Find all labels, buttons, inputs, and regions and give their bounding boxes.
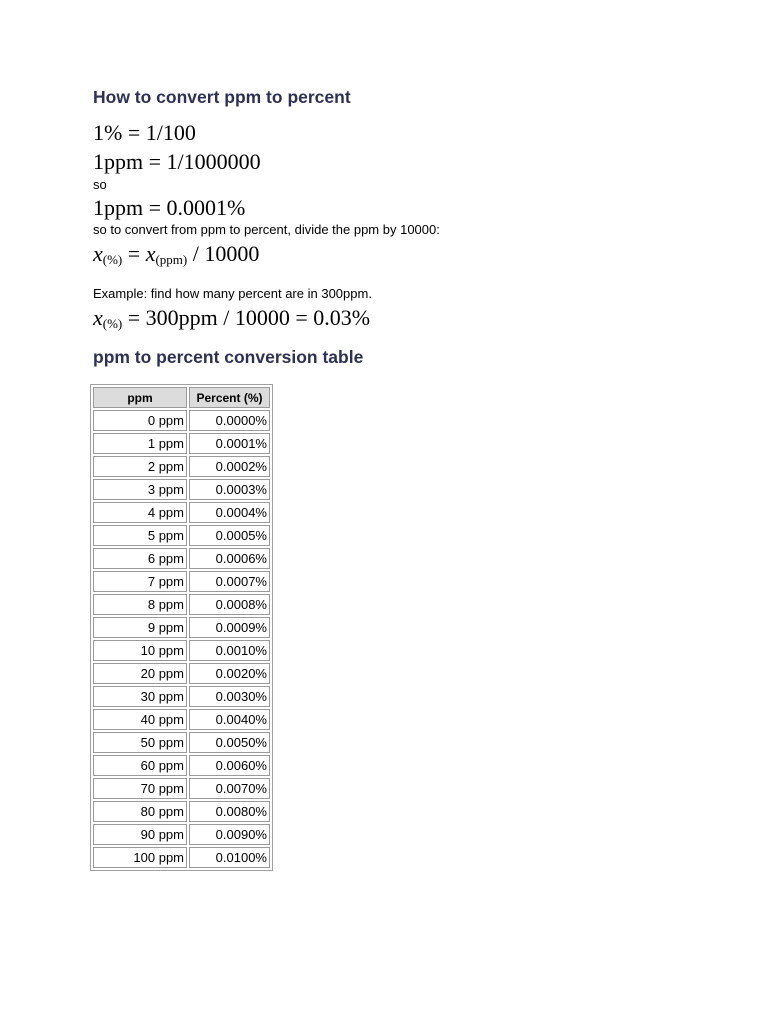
cell-ppm: 90 ppm: [93, 824, 187, 845]
cell-percent: 0.0050%: [189, 732, 270, 753]
formula-sub-ppm: (ppm): [155, 252, 188, 267]
cell-ppm: 4 ppm: [93, 502, 187, 523]
cell-percent: 0.0070%: [189, 778, 270, 799]
cell-ppm: 2 ppm: [93, 456, 187, 477]
cell-percent: 0.0030%: [189, 686, 270, 707]
cell-ppm: 80 ppm: [93, 801, 187, 822]
text-so: so: [93, 177, 107, 192]
table-row: [93, 571, 270, 592]
table-row: [93, 548, 270, 569]
heading-convert-ppm-to-percent: How to convert ppm to percent: [93, 87, 351, 107]
formula-percent-definition: 1% = 1/100: [93, 120, 196, 145]
text-example: Example: find how many percent are in 300ppm.: [93, 286, 372, 301]
table-row: [93, 801, 270, 822]
table-row: [93, 709, 270, 730]
cell-percent: 0.0001%: [189, 433, 270, 454]
table-row: [93, 824, 270, 845]
cell-ppm: 100 ppm: [93, 847, 187, 868]
cell-percent: 0.0100%: [189, 847, 270, 868]
table-header-row: [93, 387, 270, 408]
formula-ppm-to-percent-unit: 1ppm = 0.0001%: [93, 195, 246, 220]
table-row: [93, 640, 270, 661]
table-row: [93, 686, 270, 707]
table-header-percent: Percent (%): [189, 387, 270, 408]
table-row: [93, 433, 270, 454]
formula-sub-percent: (%): [102, 252, 123, 267]
cell-percent: 0.0004%: [189, 502, 270, 523]
cell-ppm: 5 ppm: [93, 525, 187, 546]
cell-percent: 0.0000%: [189, 410, 270, 431]
cell-ppm: 50 ppm: [93, 732, 187, 753]
cell-percent: 0.0002%: [189, 456, 270, 477]
cell-ppm: 8 ppm: [93, 594, 187, 615]
table-row: [93, 617, 270, 638]
cell-ppm: 1 ppm: [93, 433, 187, 454]
table-row: [93, 847, 270, 868]
cell-percent: 0.0010%: [189, 640, 270, 661]
table-row: [93, 732, 270, 753]
formula-var-x-ppm: x: [145, 241, 156, 266]
cell-percent: 0.0003%: [189, 479, 270, 500]
cell-ppm: 3 ppm: [93, 479, 187, 500]
formula-example-rest: = 300ppm / 10000 = 0.03%: [122, 305, 371, 330]
table-row: [93, 479, 270, 500]
table-row: [93, 502, 270, 523]
cell-percent: 0.0090%: [189, 824, 270, 845]
formula-var-x-percent: x: [93, 241, 103, 266]
conversion-table-wrapper: [90, 384, 273, 871]
table-row: [93, 594, 270, 615]
formula-divisor: / 10000: [187, 241, 260, 266]
formula-equals: =: [122, 241, 146, 266]
conversion-table: [90, 384, 273, 871]
table-body: [93, 410, 270, 868]
cell-ppm: 20 ppm: [93, 663, 187, 684]
formula-general-conversion: [93, 243, 259, 265]
cell-percent: 0.0006%: [189, 548, 270, 569]
cell-percent: 0.0009%: [189, 617, 270, 638]
table-row: [93, 663, 270, 684]
formula-ppm-definition: 1ppm = 1/1000000: [93, 149, 261, 174]
cell-ppm: 40 ppm: [93, 709, 187, 730]
formula-example-var-x: x: [93, 305, 103, 330]
cell-percent: 0.0007%: [189, 571, 270, 592]
cell-percent: 0.0060%: [189, 755, 270, 776]
cell-percent: 0.0020%: [189, 663, 270, 684]
table-row: [93, 410, 270, 431]
table-row: [93, 778, 270, 799]
cell-percent: 0.0005%: [189, 525, 270, 546]
table-header-ppm: ppm: [93, 387, 187, 408]
cell-ppm: 60 ppm: [93, 755, 187, 776]
table-row: [93, 525, 270, 546]
cell-percent: 0.0008%: [189, 594, 270, 615]
cell-ppm: 0 ppm: [93, 410, 187, 431]
formula-example: [93, 307, 370, 329]
heading-conversion-table: ppm to percent conversion table: [93, 347, 364, 367]
cell-percent: 0.0080%: [189, 801, 270, 822]
cell-ppm: 30 ppm: [93, 686, 187, 707]
cell-ppm: 10 ppm: [93, 640, 187, 661]
cell-ppm: 6 ppm: [93, 548, 187, 569]
text-conversion-instruction: so to convert from ppm to percent, divide the ppm by 10000:: [93, 222, 440, 237]
table-row: [93, 755, 270, 776]
table-row: [93, 456, 270, 477]
cell-percent: 0.0040%: [189, 709, 270, 730]
formula-example-sub-percent: (%): [102, 316, 123, 331]
cell-ppm: 9 ppm: [93, 617, 187, 638]
cell-ppm: 70 ppm: [93, 778, 187, 799]
cell-ppm: 7 ppm: [93, 571, 187, 592]
